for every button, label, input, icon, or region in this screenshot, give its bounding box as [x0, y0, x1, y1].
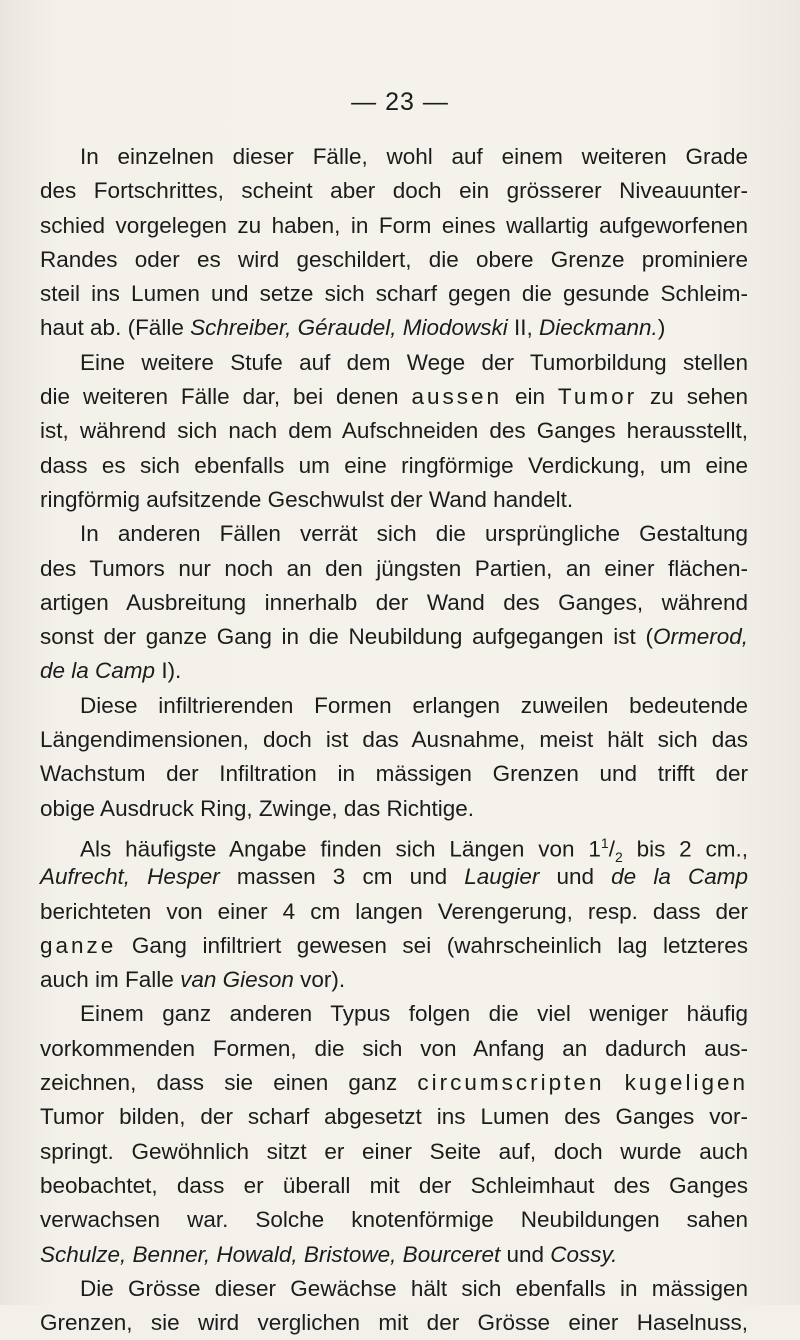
text-segment: verwachsen war. Solche knotenförmige Neubildungen sahen: [40, 1207, 748, 1233]
text-line: [40, 963, 748, 997]
text-line: [40, 689, 748, 723]
page-number: — 23 —: [351, 88, 449, 116]
text-line: [40, 140, 748, 174]
text-line: [40, 552, 748, 586]
text-segment: [604, 1070, 624, 1095]
text-segment: zu sehen: [637, 384, 749, 410]
text-line: [40, 1238, 748, 1272]
text-line: [40, 826, 748, 865]
italic-name: Schreiber, Géraudel, Miodowski: [190, 315, 508, 341]
text-segment: Längendimensionen, doch ist das Ausnahme, meist hält sich das: [40, 727, 748, 753]
italic-name: de la Camp: [611, 864, 748, 890]
text-line: [40, 997, 748, 1031]
text-line: [40, 1306, 748, 1340]
text-segment: II,: [507, 315, 540, 341]
text-segment: In einzelnen dieser Fälle, wohl auf einem weiteren Grade: [80, 144, 748, 169]
spaced-emphasis: circumscripten: [417, 1070, 605, 1096]
text-segment: Grenzen, sie wird verglichen mit der Grösse einer Haselnuss,: [40, 1310, 748, 1336]
text-segment: beobachtet, dass er überall mit der Schleimhaut des Ganges: [40, 1172, 748, 1198]
text-segment: Eine weitere Stufe auf dem Wege der Tumorbildung stellen: [80, 349, 748, 375]
text-line: [40, 1066, 748, 1100]
text-segment: auch im Falle: [40, 967, 181, 993]
text-line: [40, 895, 748, 929]
text-line: [40, 380, 748, 414]
italic-name: Dieckmann.: [539, 315, 658, 341]
text-segment: 1: [600, 834, 609, 851]
text-line: [40, 1203, 748, 1237]
text-line: [40, 586, 748, 620]
text-segment: vorkommenden Formen, die sich von Anfang an dadurch aus-: [40, 1035, 748, 1061]
spaced-emphasis: Tumor: [557, 384, 638, 410]
italic-name: Cossy.: [550, 1241, 618, 1267]
text-segment: vor).: [293, 967, 346, 993]
text-segment: In anderen Fällen verrät sich die ursprüngliche Gestaltung: [80, 521, 748, 547]
text-line: [40, 860, 748, 894]
text-segment: 2: [614, 848, 623, 865]
text-segment: ein: [502, 384, 558, 410]
text-line: [40, 1135, 748, 1169]
text-line: [40, 243, 748, 277]
text-segment: des Tumors nur noch an den jüngsten Partien, an einer flächen-: [40, 555, 748, 581]
text-segment: ist, während sich nach dem Aufschneiden des Ganges herausstellt,: [40, 418, 748, 444]
text-segment: zeichnen, dass sie einen ganz: [40, 1070, 418, 1096]
text-line: [40, 414, 748, 448]
text-segment: des Fortschrittes, scheint aber doch ein grösserer Niveauunter-: [40, 178, 748, 204]
text-line: [40, 1032, 748, 1066]
text-segment: artigen Ausbreitung innerhalb der Wand des Ganges, während: [40, 589, 748, 615]
text-line: [40, 757, 748, 791]
spaced-emphasis: kugeligen: [624, 1070, 748, 1096]
text-segment: schied vorgelegen zu haben, in Form eines wallartig aufgeworfenen: [40, 212, 748, 238]
italic-name: Laugier: [464, 864, 540, 890]
text-segment: Einem ganz anderen Typus folgen die viel weniger häufig: [80, 1001, 748, 1027]
body-text: [40, 140, 748, 1340]
text-line: [40, 654, 748, 688]
text-segment: /: [608, 836, 615, 862]
text-segment: obige Ausdruck Ring, Zwinge, das Richtige.: [40, 795, 474, 821]
text-line: [40, 792, 748, 826]
text-segment: und: [500, 1241, 551, 1267]
text-segment: Tumor bilden, der scharf abgesetzt ins Lumen des Ganges vor-: [40, 1104, 748, 1130]
text-segment: berichteten von einer 4 cm langen Verengerung, resp. dass der: [40, 898, 748, 924]
text-line: [40, 517, 748, 551]
text-segment: und: [539, 864, 612, 890]
text-line: [40, 1272, 748, 1306]
text-line: [40, 277, 748, 311]
text-line: [40, 620, 748, 654]
italic-name: van Gieson: [180, 967, 294, 993]
text-line: [40, 1100, 748, 1134]
italic-name: Aufrecht, Hesper: [40, 864, 220, 890]
text-segment: ringförmig aufsitzende Geschwulst der Wand handelt.: [40, 486, 574, 512]
text-segment: Diese infiltrierenden Formen erlangen zuweilen bedeutende: [80, 692, 748, 718]
italic-name: Ormerod,: [652, 624, 748, 650]
text-segment: Die Grösse dieser Gewächse hält sich ebenfalls in mässigen: [80, 1275, 748, 1301]
text-segment: dass es sich ebenfalls um eine ringförmige Verdickung, um eine: [40, 452, 748, 478]
text-line: [40, 174, 748, 208]
text-segment: steil ins Lumen und setze sich scharf gegen die gesunde Schleim-: [40, 281, 748, 307]
text-line: [40, 311, 748, 345]
text-segment: Als häufigste Angabe finden sich Längen von 1: [80, 836, 601, 862]
text-segment: bis 2 cm.,: [622, 836, 748, 862]
text-segment: ): [657, 315, 666, 341]
text-segment: Wachstum der Infiltration in mässigen Grenzen und trifft der: [40, 761, 748, 787]
text-segment: Gang infiltriert gewesen sei (wahrscheinlich lag letzteres: [116, 932, 748, 958]
text-line: [40, 449, 748, 483]
text-line: [40, 1169, 748, 1203]
text-segment: I).: [155, 658, 182, 684]
text-line: [40, 483, 748, 517]
text-segment: springt. Gewöhnlich sitzt er einer Seite auf, doch wurde auch: [40, 1138, 748, 1164]
spaced-emphasis: ganze: [40, 932, 117, 958]
text-segment: Randes oder es wird geschildert, die obere Grenze prominiere: [40, 246, 748, 272]
text-line: [40, 929, 748, 963]
italic-name: de la Camp: [40, 658, 156, 684]
text-line: [40, 346, 748, 380]
text-segment: sonst der ganze Gang in die Neubildung aufgegangen ist (: [40, 624, 653, 650]
text-segment: haut ab. (Fälle: [40, 315, 191, 341]
spaced-emphasis: aussen: [411, 384, 503, 410]
italic-name: Schulze, Benner, Howald, Bristowe, Bourceret: [40, 1241, 501, 1267]
text-segment: massen 3 cm und: [219, 864, 465, 890]
text-segment: die weiteren Fälle dar, bei denen: [40, 384, 412, 410]
text-line: [40, 723, 748, 757]
text-line: [40, 209, 748, 243]
